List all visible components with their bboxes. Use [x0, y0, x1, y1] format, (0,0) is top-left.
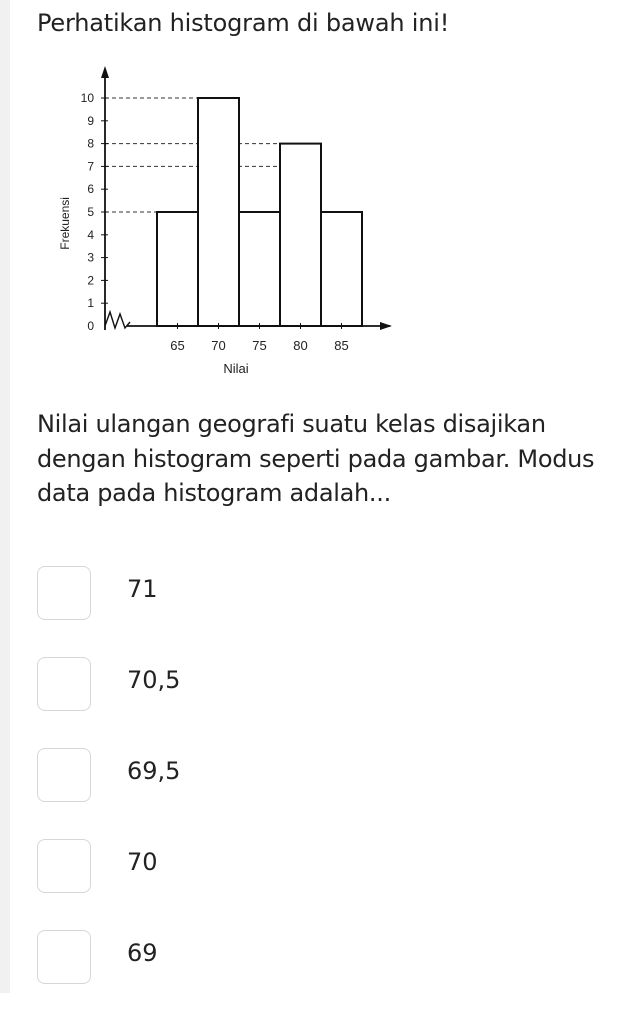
answer-checkbox[interactable] — [37, 566, 91, 620]
answer-checkbox[interactable] — [37, 748, 91, 802]
y-axis-arrow — [101, 66, 109, 78]
y-tick-label: 5 — [87, 205, 94, 219]
y-tick-label: 1 — [87, 296, 94, 311]
axis-break-zigzag — [105, 312, 130, 328]
answer-option-2[interactable] — [37, 657, 537, 748]
answer-checkbox[interactable] — [37, 930, 91, 984]
answer-checkbox[interactable] — [37, 657, 91, 711]
histogram-bar — [157, 212, 198, 326]
histogram-svg — [50, 58, 410, 388]
question-text: Nilai ulangan geografi suatu kelas disajikan dengan histogram seperti pada gambar. Modus data pada histogram adalah... — [37, 410, 595, 507]
y-tick-label: 8 — [87, 136, 94, 151]
answer-option-label: 71 — [127, 575, 158, 603]
y-tick-label: 3 — [87, 250, 94, 265]
x-tick-label: 85 — [334, 338, 349, 353]
y-axis-title: Frekuensi — [58, 197, 72, 250]
x-tick-label: 70 — [211, 338, 226, 353]
answer-option-label: 69,5 — [127, 757, 181, 785]
x-tick-label: 75 — [252, 338, 267, 353]
x-tick-label: 65 — [170, 338, 185, 353]
y-tick-label: 7 — [87, 159, 94, 174]
answer-option-4[interactable] — [37, 839, 537, 930]
question-title: Perhatikan histogram di bawah ini! — [37, 9, 450, 37]
histogram-bar — [239, 212, 280, 326]
x-tick-label: 80 — [293, 338, 308, 353]
x-axis-arrow — [380, 322, 392, 330]
x-axis-title: Nilai — [223, 361, 249, 376]
answer-options — [37, 566, 537, 1021]
answer-option-1[interactable] — [37, 566, 537, 657]
y-tick-label: 4 — [87, 227, 94, 242]
answer-option-label: 70,5 — [127, 666, 181, 694]
y-tick-label: 9 — [87, 113, 94, 128]
histogram-bar — [280, 144, 321, 326]
y-tick-label: 0 — [87, 319, 94, 333]
y-tick-label: 6 — [87, 182, 94, 197]
answer-option-5[interactable] — [37, 930, 537, 1021]
histogram-bar — [198, 98, 239, 326]
histogram-chart — [50, 58, 410, 388]
histogram-bar — [321, 212, 362, 326]
y-tick-label: 2 — [87, 273, 94, 288]
left-gutter — [0, 0, 10, 993]
answer-option-label: 70 — [127, 848, 158, 876]
y-tick-label: 10 — [80, 91, 94, 105]
answer-checkbox[interactable] — [37, 839, 91, 893]
answer-option-3[interactable] — [37, 748, 537, 839]
answer-option-label: 69 — [127, 939, 158, 967]
